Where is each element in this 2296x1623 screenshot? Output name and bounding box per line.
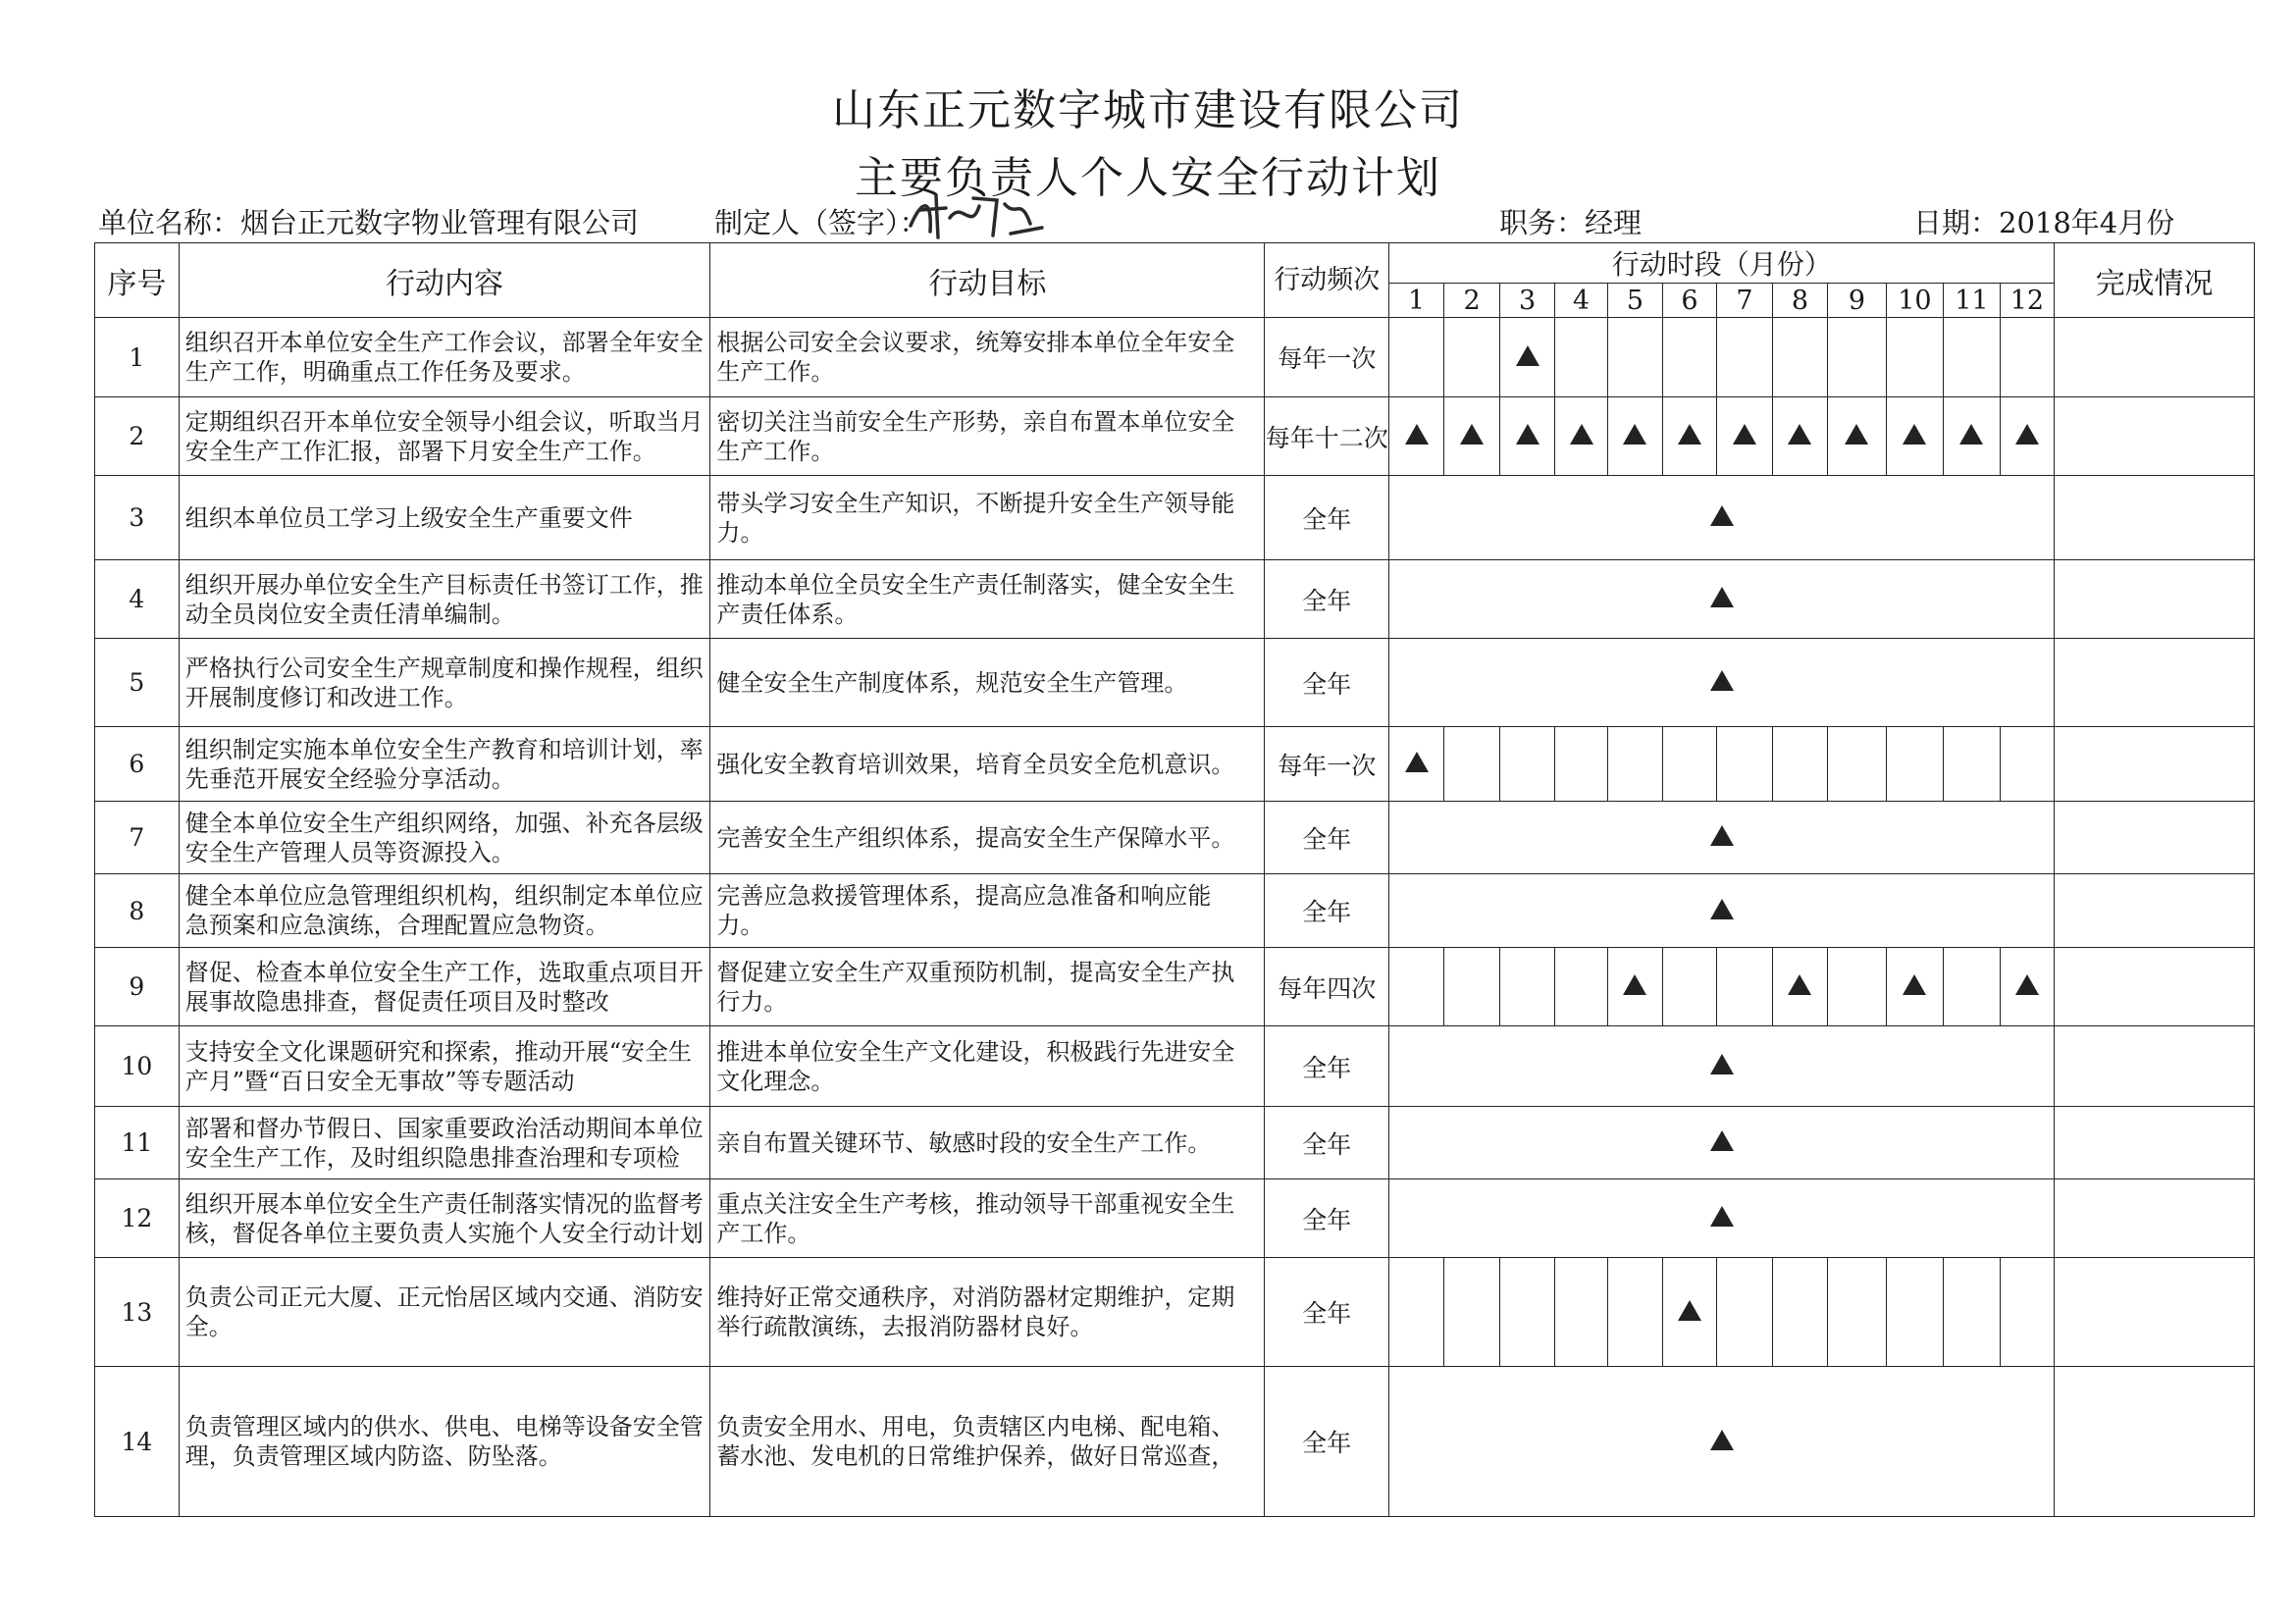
- month-cell: [1886, 1258, 1944, 1367]
- action-content: [179, 1179, 710, 1258]
- completion-cell: [2055, 560, 2255, 639]
- triangle-mark-icon: [1959, 424, 1983, 445]
- header-month: 5: [1608, 284, 1662, 318]
- month-cell: [1443, 948, 1499, 1026]
- company-title: 山东正元数字城市建设有限公司: [832, 85, 1464, 135]
- action-content: [179, 948, 710, 1026]
- action-goal-text: 推动本单位全员安全生产责任制落实，健全安全生产责任体系。: [716, 570, 1235, 628]
- completion-cell: [2055, 1179, 2255, 1258]
- action-goal-text: 维持好正常交通秩序，对消防器材定期维护，定期举行疏散演练，去报消防器材良好。: [716, 1283, 1235, 1340]
- triangle-mark-icon: [1405, 752, 1429, 772]
- month-span-cell: [1389, 476, 2055, 560]
- month-cell: [2000, 948, 2054, 1026]
- action-content-text: 定期组织召开本单位安全领导小组会议，听取当月安全生产工作汇报，部署下月安全生产工作。: [184, 407, 704, 465]
- header-period: 行动时段（月份）: [1389, 243, 2055, 284]
- month-cell: [1717, 948, 1772, 1026]
- triangle-mark-icon: [1733, 424, 1756, 445]
- action-frequency: 每年一次: [1265, 318, 1389, 397]
- action-goal: [710, 318, 1265, 397]
- header-month: 7: [1717, 284, 1772, 318]
- triangle-mark-icon: [1710, 1430, 1734, 1450]
- row-number: 7: [95, 802, 180, 874]
- month-cell: [1500, 727, 1554, 802]
- month-cell: [1828, 727, 1887, 802]
- action-content: [179, 874, 710, 948]
- action-content: [179, 397, 710, 476]
- table-row: [95, 948, 2255, 1026]
- completion-cell: [2055, 948, 2255, 1026]
- month-cell: [1389, 318, 1443, 397]
- action-frequency: 每年一次: [1265, 727, 1389, 802]
- month-cell: [1389, 1258, 1443, 1367]
- row-number: 1: [95, 318, 180, 397]
- header-month: 4: [1554, 284, 1607, 318]
- action-goal: [710, 727, 1265, 802]
- month-cell: [1772, 318, 1827, 397]
- action-content: [179, 1107, 710, 1179]
- action-content-text: 部署和督办节假日、国家重要政治活动期间本单位安全生产工作，及时组织隐患排查治理和专项检: [184, 1114, 704, 1172]
- month-cell: [1554, 397, 1607, 476]
- row-number: 5: [95, 639, 180, 727]
- triangle-mark-icon: [1623, 424, 1646, 445]
- month-cell: [2000, 1258, 2054, 1367]
- action-frequency: 全年: [1265, 1258, 1389, 1367]
- month-span-cell: [1389, 1179, 2055, 1258]
- month-cell: [1554, 318, 1607, 397]
- triangle-mark-icon: [1710, 1054, 1734, 1074]
- action-content: [179, 639, 710, 727]
- header-month: 8: [1772, 284, 1827, 318]
- completion-cell: [2055, 476, 2255, 560]
- action-goal-text: 推进本单位安全生产文化建设，积极践行先进安全文化理念。: [716, 1037, 1235, 1095]
- action-frequency: 全年: [1265, 1107, 1389, 1179]
- action-frequency: 全年: [1265, 560, 1389, 639]
- completion-cell: [2055, 1367, 2255, 1517]
- month-cell: [1717, 727, 1772, 802]
- triangle-mark-icon: [2015, 424, 2039, 445]
- action-goal: [710, 802, 1265, 874]
- month-cell: [1772, 727, 1827, 802]
- action-frequency: 全年: [1265, 1026, 1389, 1107]
- table-row: [95, 318, 2255, 397]
- signature-image: [903, 188, 1050, 243]
- triangle-mark-icon: [1516, 424, 1539, 445]
- header-month: 3: [1500, 284, 1554, 318]
- row-number: 8: [95, 874, 180, 948]
- action-content: [179, 1026, 710, 1107]
- month-cell: [1886, 948, 1944, 1026]
- action-content-text: 健全本单位应急管理组织机构，组织制定本单位应急预案和应急演练，合理配置应急物资。: [184, 882, 704, 939]
- triangle-mark-icon: [1903, 974, 1926, 995]
- month-cell: [1608, 948, 1662, 1026]
- month-cell: [1554, 1258, 1607, 1367]
- header-month: 6: [1662, 284, 1716, 318]
- month-cell: [1717, 318, 1772, 397]
- month-cell: [1944, 1258, 2000, 1367]
- action-content-text: 督促、检查本单位安全生产工作，选取重点项目开展事故隐患排查，督促责任项目及时整改: [184, 958, 704, 1016]
- row-number: 12: [95, 1179, 180, 1258]
- table-row: [95, 874, 2255, 948]
- row-number: 6: [95, 727, 180, 802]
- triangle-mark-icon: [1405, 424, 1429, 445]
- month-span-cell: [1389, 1367, 2055, 1517]
- header-frequency: 行动频次: [1265, 243, 1389, 318]
- action-content-text: 组织本单位员工学习上级安全生产重要文件: [184, 503, 633, 532]
- month-cell: [1500, 318, 1554, 397]
- maker-label: 制定人（签字）：: [714, 206, 928, 239]
- table-row: [95, 1367, 2255, 1517]
- action-goal-text: 亲自布置关键环节、敏感时段的安全生产工作。: [716, 1128, 1212, 1157]
- action-content: [179, 560, 710, 639]
- month-cell: [1554, 948, 1607, 1026]
- position: 职务：经理: [1499, 206, 1643, 239]
- month-cell: [1828, 1258, 1887, 1367]
- month-span-cell: [1389, 1026, 2055, 1107]
- month-cell: [1944, 318, 2000, 397]
- table-row: [95, 1179, 2255, 1258]
- month-cell: [1886, 318, 1944, 397]
- action-goal: [710, 1107, 1265, 1179]
- action-goal-text: 完善安全生产组织体系，提高安全生产保障水平。: [716, 823, 1235, 852]
- header-content: 行动内容: [179, 243, 710, 318]
- month-cell: [1944, 948, 2000, 1026]
- action-frequency: 全年: [1265, 802, 1389, 874]
- month-cell: [1717, 397, 1772, 476]
- action-frequency: 全年: [1265, 476, 1389, 560]
- action-content: [179, 727, 710, 802]
- completion-cell: [2055, 802, 2255, 874]
- month-cell: [1608, 318, 1662, 397]
- month-cell: [1554, 727, 1607, 802]
- month-cell: [1828, 318, 1887, 397]
- action-content: [179, 1367, 710, 1517]
- action-goal: [710, 1026, 1265, 1107]
- action-content-text: 组织开展本单位安全生产责任制落实情况的监督考核，督促各单位主要负责人实施个人安全行动计划: [184, 1189, 704, 1247]
- month-cell: [1772, 397, 1827, 476]
- header-seq: 序号: [95, 243, 180, 318]
- table-row: [95, 397, 2255, 476]
- triangle-mark-icon: [1460, 424, 1484, 445]
- action-goal-text: 强化安全教育培训效果，培育全员安全危机意识。: [716, 750, 1235, 778]
- action-goal: [710, 948, 1265, 1026]
- triangle-mark-icon: [1710, 1206, 1734, 1227]
- action-goal-text: 督促建立安全生产双重预防机制，提高安全生产执行力。: [716, 958, 1235, 1016]
- triangle-mark-icon: [1516, 345, 1539, 366]
- header-month: 10: [1886, 284, 1944, 318]
- month-cell: [2000, 318, 2054, 397]
- row-number: 10: [95, 1026, 180, 1107]
- month-span-cell: [1389, 560, 2055, 639]
- triangle-mark-icon: [1845, 424, 1868, 445]
- month-cell: [1500, 948, 1554, 1026]
- action-goal-text: 完善应急救援管理体系，提高应急准备和响应能力。: [716, 882, 1212, 939]
- month-span-cell: [1389, 802, 2055, 874]
- unit-line: [98, 201, 639, 241]
- action-goal-text: 重点关注安全生产考核，推动领导干部重视安全生产工作。: [716, 1189, 1235, 1247]
- table-row: [95, 802, 2255, 874]
- month-cell: [1443, 318, 1499, 397]
- triangle-mark-icon: [1678, 424, 1701, 445]
- row-number: 9: [95, 948, 180, 1026]
- month-cell: [1662, 948, 1716, 1026]
- table-row: [95, 476, 2255, 560]
- header-done: 完成情况: [2055, 243, 2255, 318]
- month-span-cell: [1389, 874, 2055, 948]
- row-number: 13: [95, 1258, 180, 1367]
- date: 日期：2018年4月份: [1913, 206, 2175, 239]
- month-cell: [1944, 397, 2000, 476]
- month-cell: [1662, 397, 1716, 476]
- action-content: [179, 802, 710, 874]
- action-content-text: 支持安全文化课题研究和探索，推动开展“安全生产月”暨“百日安全无事故”等专题活动: [184, 1037, 693, 1095]
- action-content-text: 严格执行公司安全生产规章制度和操作规程，组织开展制度修订和改进工作。: [184, 654, 704, 711]
- month-cell: [1662, 727, 1716, 802]
- header-month: 2: [1443, 284, 1499, 318]
- header-goal: 行动目标: [710, 243, 1265, 318]
- action-goal-text: 健全安全生产制度体系，规范安全生产管理。: [716, 668, 1188, 697]
- document-title: 主要负责人个人安全行动计划: [855, 153, 1441, 203]
- month-span-cell: [1389, 639, 2055, 727]
- action-frequency: 全年: [1265, 1179, 1389, 1258]
- unit-label: 单位名称：: [98, 206, 241, 239]
- action-goal-text: 密切关注当前安全生产形势，亲自布置本单位安全生产工作。: [716, 407, 1235, 465]
- action-frequency: 全年: [1265, 1367, 1389, 1517]
- month-cell: [1389, 727, 1443, 802]
- month-cell: [1608, 1258, 1662, 1367]
- completion-cell: [2055, 874, 2255, 948]
- table-row: [95, 1107, 2255, 1179]
- triangle-mark-icon: [1788, 974, 1811, 995]
- action-content-text: 负责公司正元大厦、正元怡居区域内交通、消防安全。: [184, 1283, 704, 1340]
- triangle-mark-icon: [1710, 587, 1734, 607]
- action-goal-text: 负责安全用水、用电，负责辖区内电梯、配电箱、蓄水池、发电机的日常维护保养，做好日常巡查，: [716, 1413, 1235, 1470]
- month-cell: [1886, 397, 1944, 476]
- completion-cell: [2055, 1258, 2255, 1367]
- triangle-mark-icon: [1903, 424, 1926, 445]
- action-frequency: 每年四次: [1265, 948, 1389, 1026]
- month-cell: [1717, 1258, 1772, 1367]
- action-plan-table: [94, 242, 2255, 1517]
- action-content-text: 负责管理区域内的供水、供电、电梯等设备安全管理，负责管理区域内防盗、防坠落。: [184, 1413, 704, 1470]
- triangle-mark-icon: [1710, 825, 1734, 846]
- action-goal: [710, 874, 1265, 948]
- triangle-mark-icon: [2015, 974, 2039, 995]
- action-content: [179, 318, 710, 397]
- triangle-mark-icon: [1570, 424, 1593, 445]
- triangle-mark-icon: [1710, 899, 1734, 919]
- month-cell: [1608, 397, 1662, 476]
- completion-cell: [2055, 1026, 2255, 1107]
- action-frequency: 全年: [1265, 639, 1389, 727]
- action-frequency: 全年: [1265, 874, 1389, 948]
- table-row: [95, 1258, 2255, 1367]
- action-goal: [710, 1258, 1265, 1367]
- month-span-cell: [1389, 1107, 2055, 1179]
- month-cell: [2000, 397, 2054, 476]
- row-number: 14: [95, 1367, 180, 1517]
- header-month: 1: [1389, 284, 1443, 318]
- action-frequency: 每年十二次: [1265, 397, 1389, 476]
- month-cell: [1389, 948, 1443, 1026]
- month-cell: [1772, 1258, 1827, 1367]
- month-cell: [1944, 727, 2000, 802]
- header-month: 11: [1944, 284, 2000, 318]
- month-cell: [1772, 948, 1827, 1026]
- row-number: 11: [95, 1107, 180, 1179]
- action-goal-text: 带头学习安全生产知识，不断提升安全生产领导能力。: [716, 489, 1235, 547]
- action-goal: [710, 397, 1265, 476]
- triangle-mark-icon: [1710, 1130, 1734, 1151]
- month-cell: [1662, 318, 1716, 397]
- month-cell: [2000, 727, 2054, 802]
- month-cell: [1828, 397, 1887, 476]
- triangle-mark-icon: [1710, 670, 1734, 691]
- triangle-mark-icon: [1788, 424, 1811, 445]
- table-row: [95, 727, 2255, 802]
- action-goal: [710, 1367, 1265, 1517]
- table-row: [95, 639, 2255, 727]
- triangle-mark-icon: [1710, 505, 1734, 526]
- month-cell: [1389, 397, 1443, 476]
- action-goal-text: 根据公司安全会议要求，统筹安排本单位全年安全生产工作。: [716, 329, 1235, 386]
- row-number: 4: [95, 560, 180, 639]
- header-month: 12: [2000, 284, 2054, 318]
- table-row: [95, 1026, 2255, 1107]
- month-cell: [1500, 1258, 1554, 1367]
- row-number: 3: [95, 476, 180, 560]
- action-content: [179, 1258, 710, 1367]
- action-goal: [710, 560, 1265, 639]
- action-goal: [710, 476, 1265, 560]
- month-cell: [1608, 727, 1662, 802]
- action-goal: [710, 639, 1265, 727]
- month-cell: [1828, 948, 1887, 1026]
- row-number: 2: [95, 397, 180, 476]
- header-month: 9: [1828, 284, 1887, 318]
- action-content-text: 组织召开本单位安全生产工作会议，部署全年安全生产工作，明确重点工作任务及要求。: [184, 329, 704, 386]
- month-cell: [1886, 727, 1944, 802]
- completion-cell: [2055, 639, 2255, 727]
- triangle-mark-icon: [1678, 1300, 1701, 1321]
- month-cell: [1443, 727, 1499, 802]
- month-cell: [1500, 397, 1554, 476]
- completion-cell: [2055, 397, 2255, 476]
- action-content-text: 组织制定实施本单位安全生产教育和培训计划，率先垂范开展安全经验分享活动。: [184, 735, 704, 793]
- action-content-text: 健全本单位安全生产组织网络，加强、补充各层级安全生产管理人员等资源投入。: [184, 809, 704, 866]
- triangle-mark-icon: [1623, 974, 1646, 995]
- unit-name: 烟台正元数字物业管理有限公司: [240, 206, 640, 239]
- month-cell: [1662, 1258, 1716, 1367]
- completion-cell: [2055, 1107, 2255, 1179]
- month-cell: [1443, 1258, 1499, 1367]
- table-row: [95, 560, 2255, 639]
- completion-cell: [2055, 318, 2255, 397]
- action-content: [179, 476, 710, 560]
- action-goal: [710, 1179, 1265, 1258]
- action-content-text: 组织开展办单位安全生产目标责任书签订工作，推动全员岗位安全责任清单编制。: [184, 570, 704, 628]
- month-cell: [1443, 397, 1499, 476]
- completion-cell: [2055, 727, 2255, 802]
